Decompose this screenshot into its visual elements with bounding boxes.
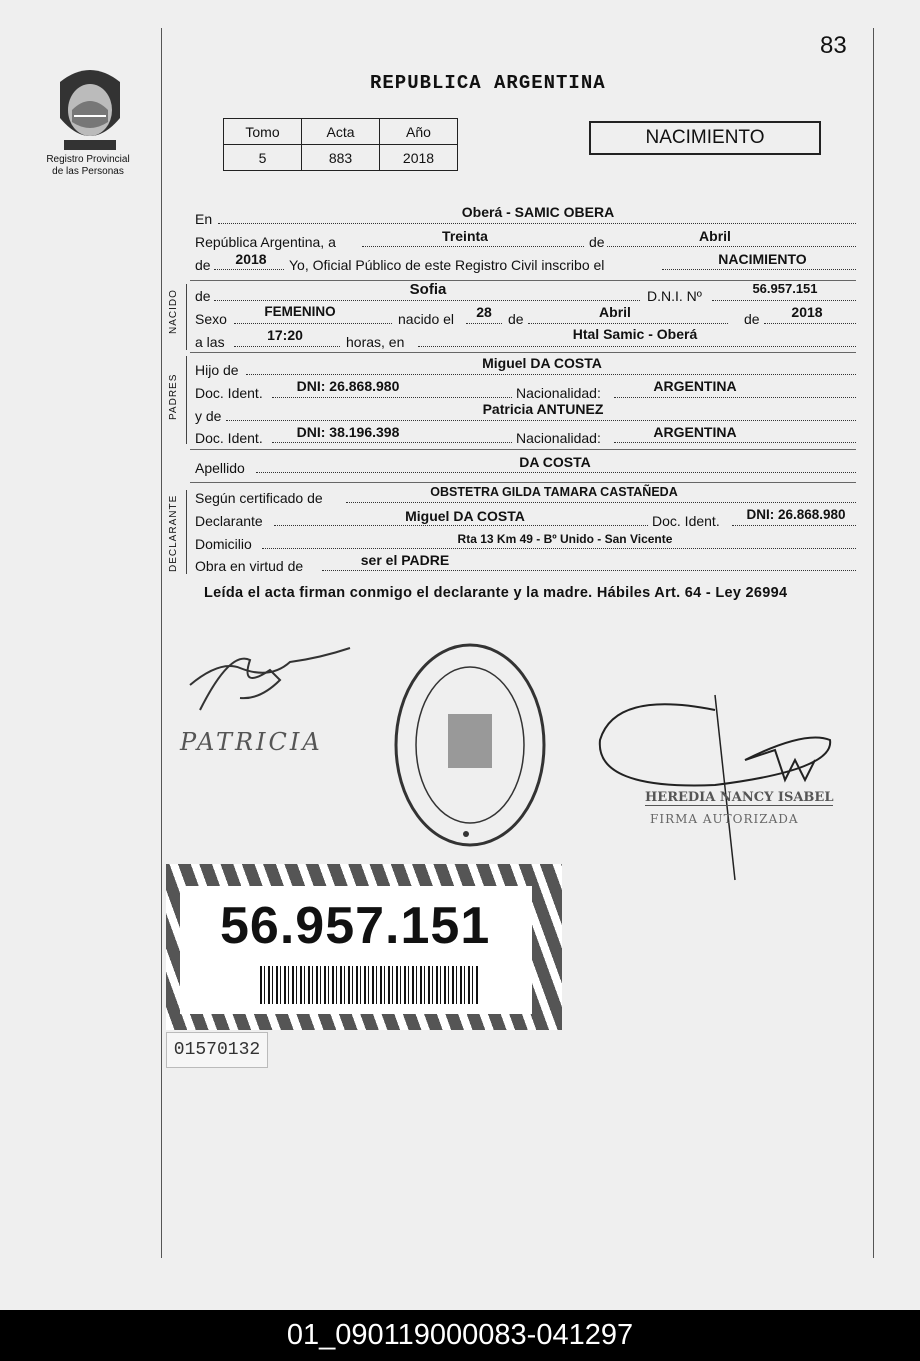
country-title: REPUBLICA ARGENTINA: [370, 72, 606, 94]
year-value: 2018: [235, 251, 267, 267]
record-type-box: NACIMIENTO: [589, 121, 821, 155]
birth-day-value: 28: [476, 304, 492, 320]
side-label-declarante: DECLARANTE: [168, 494, 179, 572]
apellido-label: Apellido: [195, 460, 245, 476]
firma-label: FIRMA AUTORIZADA: [650, 812, 799, 826]
address-value: Rta 13 Km 49 - Bº Unido - San Vicente: [457, 532, 673, 546]
declarant-value: Miguel DA COSTA: [405, 508, 525, 524]
child-dni-value: 56.957.151: [752, 281, 818, 296]
table-header-acta: Acta: [302, 119, 380, 145]
table-value-tomo: 5: [224, 145, 302, 171]
side-label-nacido: NACIDO: [168, 289, 179, 334]
child-name-value: Sofia: [409, 281, 447, 298]
declarante-doc-label: Doc. Ident.: [652, 513, 720, 529]
table-header-tomo: Tomo: [224, 119, 302, 145]
certificate-value: OBSTETRA GILDA TAMARA CASTAÑEDA: [430, 485, 678, 499]
barcode-icon: [260, 966, 480, 1004]
birth-place-value: Htal Samic - Oberá: [572, 326, 698, 342]
hijo-label: Hijo de: [195, 362, 239, 378]
doc-ident-label: Doc. Ident.: [195, 385, 263, 401]
right-margin-line: [873, 28, 874, 1258]
nacionalidad-label: Nacionalidad:: [516, 385, 601, 401]
a-las-label: a las: [195, 334, 225, 350]
province-emblem-icon: [50, 62, 130, 154]
de-label: de: [508, 311, 524, 327]
section-bracket: [186, 356, 187, 444]
y-de-label: y de: [195, 408, 222, 424]
father-name-value: Miguel DA COSTA: [482, 355, 602, 371]
registry-caption: [30, 154, 146, 178]
declarant-doc-value: DNI: 26.868.980: [746, 507, 846, 522]
barcode-number: 56.957.151: [220, 897, 491, 955]
sexo-label: Sexo: [195, 311, 227, 327]
registry-stamp-icon: [390, 638, 550, 852]
handwritten-name: PATRICIA: [180, 728, 323, 756]
de-label: de: [195, 288, 211, 304]
section-divider: [190, 482, 856, 483]
birth-month-value: Abril: [599, 304, 631, 320]
domicilio-label: Domicilio: [195, 536, 252, 552]
inscribo-value: NACIMIENTO: [718, 251, 807, 267]
section-divider: [190, 449, 856, 450]
obra-label: Obra en virtud de: [195, 558, 304, 574]
table-value-acta: 883: [302, 145, 380, 171]
place-value: Oberá - SAMIC OBERA: [461, 204, 615, 220]
horas-en-label: horas, en: [346, 334, 405, 350]
day-value: Treinta: [442, 228, 488, 244]
serial-number: 01570132: [166, 1032, 268, 1068]
declarante-label: Declarante: [195, 513, 263, 529]
section-divider: [190, 352, 856, 353]
table-value-anio: 2018: [380, 145, 458, 171]
registry-caption-line-2: de las Personas: [52, 166, 124, 177]
dni-label: D.N.I. Nº: [647, 288, 702, 304]
barcode-inner: [180, 886, 532, 1014]
nacido-label: nacido el: [398, 311, 455, 327]
de-label: de: [744, 311, 760, 327]
nacionalidad-label: Nacionalidad:: [516, 430, 601, 446]
side-label-padres: PADRES: [168, 373, 179, 420]
republica-label: República Argentina, a: [195, 234, 336, 250]
de-label: de: [589, 234, 605, 250]
mother-signature-icon: [180, 640, 360, 720]
mother-doc-value: DNI: 38.196.398: [296, 424, 400, 440]
page-number: 83: [820, 32, 847, 59]
birth-time-value: 17:20: [267, 327, 303, 343]
oficial-text: Yo, Oficial Público de este Registro Civil inscribo el: [289, 257, 605, 273]
sex-value: FEMENINO: [264, 304, 336, 319]
footer-id: 01_090119000083-041297: [0, 1310, 920, 1361]
surname-value: DA COSTA: [519, 454, 591, 470]
officer-name: HEREDIA NANCY ISABEL: [645, 790, 834, 805]
registry-caption-line-1: Registro Provincial: [46, 154, 130, 165]
en-label: En: [195, 211, 213, 227]
de-label: de: [195, 257, 211, 273]
mother-name-value: Patricia ANTUNEZ: [482, 401, 604, 417]
table-header-anio: Año: [380, 119, 458, 145]
section-bracket: [186, 490, 187, 574]
record-table: [223, 118, 458, 171]
certificado-label: Según certificado de: [195, 490, 323, 506]
month-value: Abril: [699, 228, 731, 244]
left-margin-line: [161, 28, 162, 1258]
birth-year-value: 2018: [791, 304, 823, 320]
section-bracket: [186, 284, 187, 350]
father-nationality-value: ARGENTINA: [653, 378, 737, 394]
closing-note: Leída el acta firman conmigo el declarante y la madre. Hábiles Art. 64 - Ley 26994: [204, 585, 788, 601]
doc-ident-label: Doc. Ident.: [195, 430, 263, 446]
obra-value: ser el PADRE: [360, 552, 450, 568]
father-doc-value: DNI: 26.868.980: [296, 378, 400, 394]
mother-nationality-value: ARGENTINA: [653, 424, 737, 440]
barcode-sticker: [166, 864, 562, 1030]
